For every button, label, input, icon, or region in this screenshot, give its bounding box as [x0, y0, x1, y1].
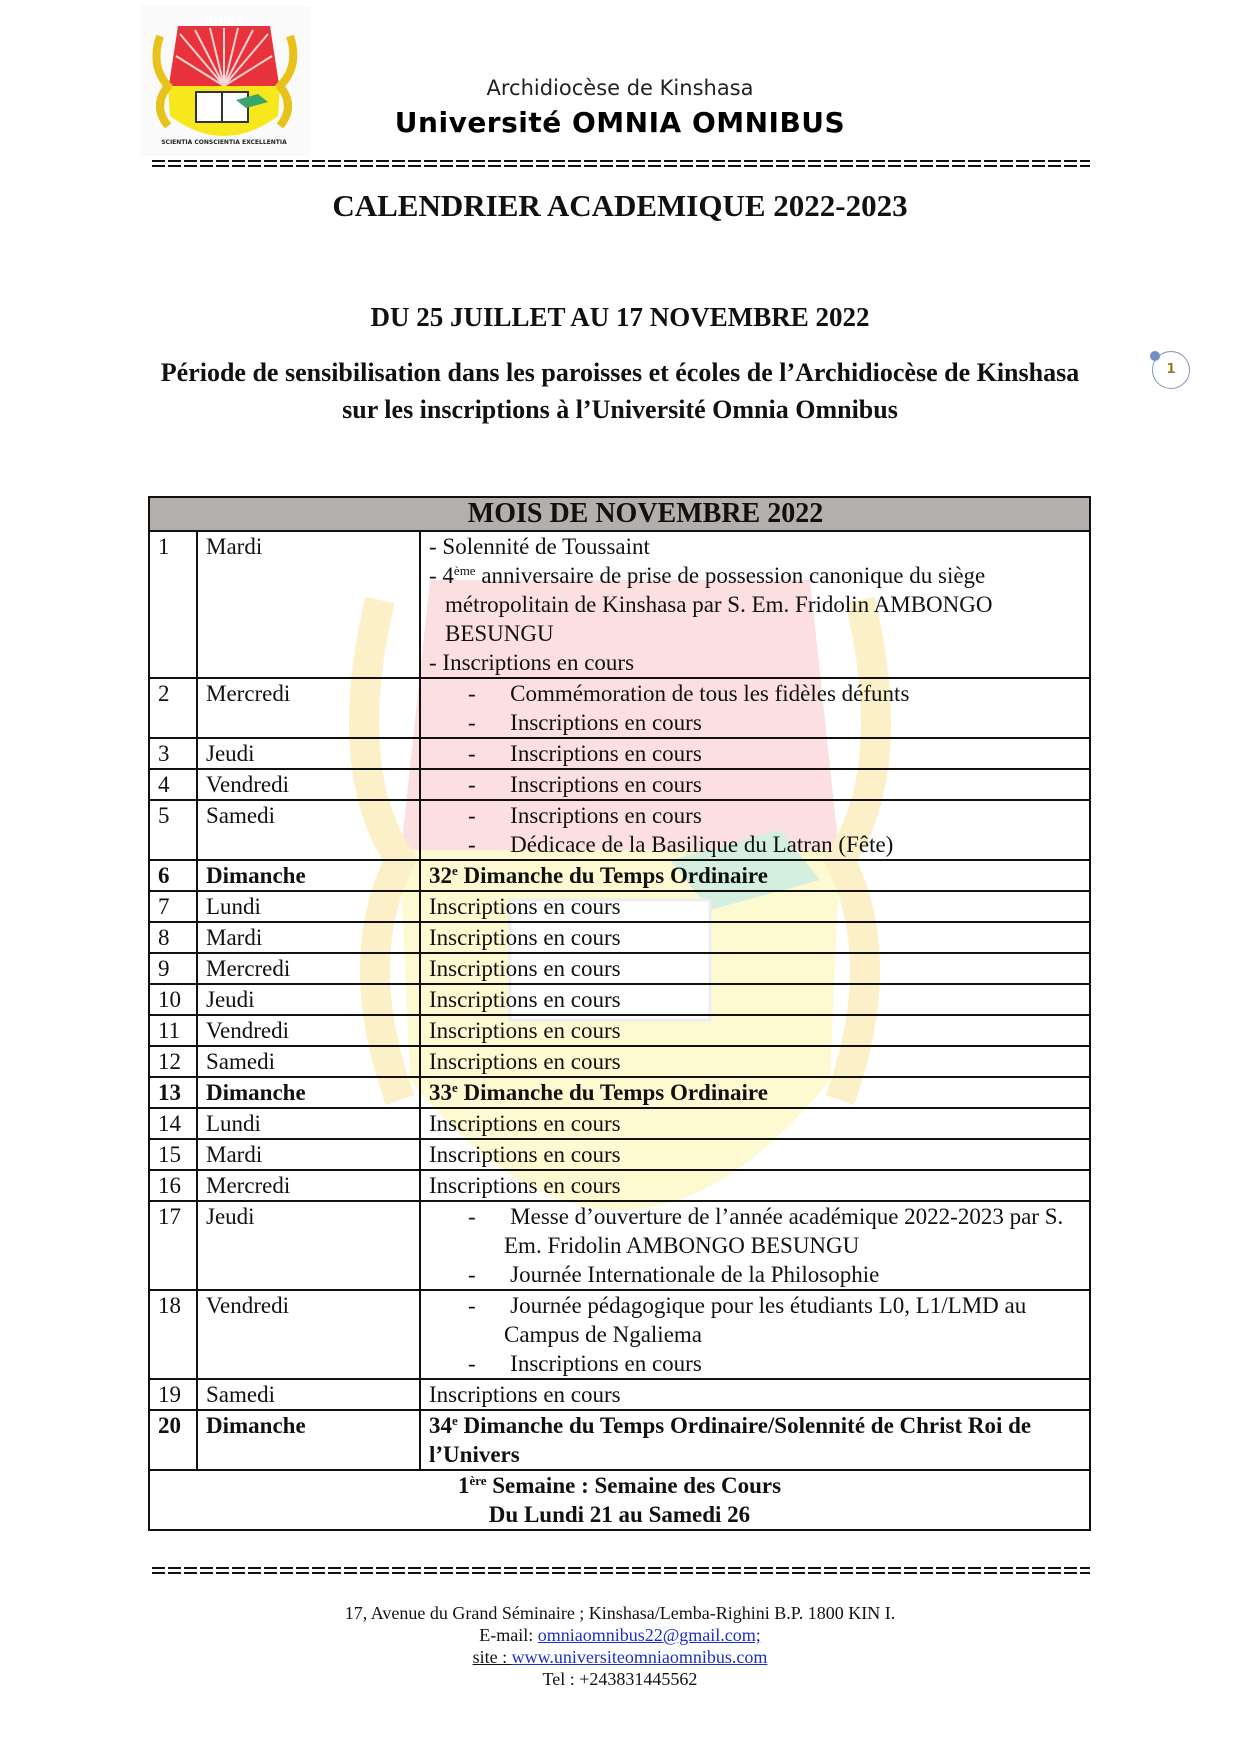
event-item	[429, 532, 1081, 561]
weekday: Mardi	[197, 922, 420, 953]
event-item	[429, 1047, 1081, 1076]
event-ordinal: 34	[429, 1413, 452, 1438]
day-number: 2	[149, 678, 197, 738]
email-link[interactable]: omniaomnibus22@gmail.com;	[537, 1625, 761, 1645]
calendar-table	[148, 496, 1091, 1531]
event-text: Dimanche du Temps Ordinaire	[457, 1080, 768, 1105]
event-item	[429, 561, 1081, 648]
weekday: Mercredi	[197, 678, 420, 738]
weekday: Lundi	[197, 1108, 420, 1139]
table-row	[149, 1379, 1090, 1410]
event-text: - Inscriptions en cours	[468, 741, 702, 766]
day-number: 4	[149, 769, 197, 800]
day-number: 6	[149, 860, 197, 891]
weekday: Mardi	[197, 1139, 420, 1170]
day-number: 15	[149, 1139, 197, 1170]
events-cell	[420, 1379, 1090, 1410]
event-item	[429, 679, 1081, 708]
events-cell	[420, 1290, 1090, 1379]
table-row	[149, 953, 1090, 984]
event-item	[429, 1260, 1081, 1289]
weekday: Samedi	[197, 1379, 420, 1410]
table-row	[149, 860, 1090, 891]
day-number: 3	[149, 738, 197, 769]
event-item	[429, 861, 1081, 890]
page-footer	[0, 1602, 1240, 1690]
events-cell	[420, 984, 1090, 1015]
event-text: Inscriptions en cours	[429, 894, 621, 919]
event-text: Inscriptions en cours	[429, 1173, 621, 1198]
event-text: Inscriptions en cours	[429, 1111, 621, 1136]
table-row	[149, 1139, 1090, 1170]
events-cell	[420, 922, 1090, 953]
weekday: Vendredi	[197, 1290, 420, 1379]
event-text: Inscriptions en cours	[429, 925, 621, 950]
day-number: 5	[149, 800, 197, 860]
archdiocese-label: Archidiocèse de Kinshasa	[486, 76, 754, 100]
event-ordinal-suffix: e	[452, 863, 458, 878]
table-row	[149, 1170, 1090, 1201]
table-row	[149, 531, 1090, 678]
day-number: 8	[149, 922, 197, 953]
site-label: site :	[472, 1647, 512, 1667]
event-item	[429, 830, 1081, 859]
table-row	[149, 984, 1090, 1015]
logo-motto: SCIENTIA CONSCIENTIA EXCELLENTIA	[161, 139, 287, 146]
day-number: 7	[149, 891, 197, 922]
events-cell	[420, 531, 1090, 678]
event-text: - Dédicace de la Basilique du Latran (Fête)	[468, 832, 894, 857]
weekday: Dimanche	[197, 860, 420, 891]
logo-text: OMNIA	[204, 16, 244, 27]
day-number: 9	[149, 953, 197, 984]
page-number-badge[interactable]: 1	[1152, 351, 1190, 389]
event-text: - Inscriptions en cours	[468, 710, 702, 735]
event-text: Inscriptions en cours	[429, 1018, 621, 1043]
footer-address: 17, Avenue du Grand Séminaire ; Kinshasa/Lemba-Righini B.P. 1800 KIN I.	[344, 1603, 896, 1623]
table-row	[149, 922, 1090, 953]
day-number: 14	[149, 1108, 197, 1139]
events-cell	[420, 891, 1090, 922]
event-text: - Solennité de Toussaint	[429, 534, 650, 559]
event-text: Dimanche du Temps Ordinaire	[457, 863, 768, 888]
weekday: Dimanche	[197, 1410, 420, 1470]
event-item	[429, 1171, 1081, 1200]
table-row	[149, 1201, 1090, 1290]
table-row	[149, 769, 1090, 800]
event-item	[429, 923, 1081, 952]
events-cell	[420, 1170, 1090, 1201]
event-ordinal: 33	[429, 1080, 452, 1105]
event-item	[429, 708, 1081, 737]
event-item	[429, 1202, 1081, 1260]
event-ordinal-suffix: e	[452, 1080, 458, 1095]
footer-phone: Tel : +243831445562	[542, 1669, 698, 1689]
event-item	[429, 954, 1081, 983]
weekday: Vendredi	[197, 769, 420, 800]
week-ordinal-suffix: ère	[469, 1473, 487, 1488]
university-name: Université OMNIA OMNIBUS	[394, 106, 846, 139]
table-row	[149, 1015, 1090, 1046]
events-cell	[420, 1046, 1090, 1077]
table-row	[149, 738, 1090, 769]
event-text: Dimanche du Temps Ordinaire/Solennité de Christ Roi de l’Univers	[429, 1413, 1032, 1467]
events-cell	[420, 1201, 1090, 1290]
day-number: 10	[149, 984, 197, 1015]
events-cell	[420, 1410, 1090, 1470]
weekday: Mercredi	[197, 953, 420, 984]
events-cell	[420, 738, 1090, 769]
event-ordinal-suffix: ème	[453, 563, 476, 578]
weekday: Jeudi	[197, 1201, 420, 1290]
event-item	[429, 985, 1081, 1014]
event-item	[429, 1140, 1081, 1169]
events-cell	[420, 953, 1090, 984]
events-cell	[420, 860, 1090, 891]
event-item	[429, 1291, 1081, 1349]
weekday: Samedi	[197, 1046, 420, 1077]
event-item	[429, 1349, 1081, 1378]
table-row	[149, 891, 1090, 922]
event-ordinal: - 4	[429, 563, 454, 588]
event-text: - Messe d’ouverture de l’année académique 2022-2023 par S. Em. Fridolin AMBONGO BESUNGU	[468, 1204, 1064, 1258]
events-cell	[420, 800, 1090, 860]
event-text: anniversaire de prise de possession canonique du siège métropolitain de Kinshasa par S. Em. Fridolin AMBONGO BESUNGU	[445, 563, 993, 646]
table-row	[149, 1046, 1090, 1077]
day-number: 12	[149, 1046, 197, 1077]
table-heading: MOIS DE NOVEMBRE 2022	[149, 497, 1090, 531]
header-separator	[152, 158, 1090, 170]
event-item	[429, 648, 1081, 677]
event-item	[429, 1078, 1081, 1107]
event-text: - Inscriptions en cours	[468, 772, 702, 797]
event-ordinal-suffix: e	[452, 1413, 458, 1428]
events-cell	[420, 1015, 1090, 1046]
event-text: - Inscriptions en cours	[429, 650, 635, 675]
table-row	[149, 678, 1090, 738]
event-item	[429, 1016, 1081, 1045]
week-label: Semaine : Semaine des Cours	[486, 1473, 782, 1498]
event-text: - Journée Internationale de la Philosophie	[468, 1262, 880, 1287]
events-cell	[420, 678, 1090, 738]
event-text: Inscriptions en cours	[429, 1049, 621, 1074]
events-cell	[420, 1108, 1090, 1139]
events-cell	[420, 1077, 1090, 1108]
email-label: E-mail:	[479, 1625, 538, 1645]
table-row	[149, 800, 1090, 860]
event-item	[429, 770, 1081, 799]
event-text: Inscriptions en cours	[429, 1142, 621, 1167]
event-text: - Inscriptions en cours	[468, 803, 702, 828]
event-item	[429, 1380, 1081, 1409]
table-row	[149, 1410, 1090, 1470]
events-cell	[420, 769, 1090, 800]
weekday: Mercredi	[197, 1170, 420, 1201]
day-number: 17	[149, 1201, 197, 1290]
badge-dot-icon	[1150, 351, 1160, 361]
event-item	[429, 739, 1081, 768]
weekday: Samedi	[197, 800, 420, 860]
event-item	[429, 1411, 1081, 1469]
period-heading: DU 25 JUILLET AU 17 NOVEMBRE 2022	[370, 302, 870, 332]
period-description: Période de sensibilisation dans les paroisses et écoles de l’Archidiocèse de Kinshasa sur les inscriptions à l’Université Omnia Omnibus	[160, 358, 1080, 424]
event-text: - Commémoration de tous les fidèles défunts	[468, 681, 910, 706]
site-link[interactable]: www.universiteomniaomnibus.com	[511, 1647, 768, 1667]
weekday: Jeudi	[197, 984, 420, 1015]
table-row	[149, 1108, 1090, 1139]
page-title: CALENDRIER ACADEMIQUE 2022-2023	[332, 188, 908, 223]
table-row	[149, 1077, 1090, 1108]
event-item	[429, 1109, 1081, 1138]
weekday: Vendredi	[197, 1015, 420, 1046]
day-number: 13	[149, 1077, 197, 1108]
day-number: 20	[149, 1410, 197, 1470]
event-text: - Journée pédagogique pour les étudiants L0, L1/LMD au Campus de Ngaliema	[468, 1293, 1027, 1347]
day-number: 16	[149, 1170, 197, 1201]
event-ordinal: 32	[429, 863, 452, 888]
event-text: Inscriptions en cours	[429, 956, 621, 981]
weekday: Jeudi	[197, 738, 420, 769]
weekday: Dimanche	[197, 1077, 420, 1108]
week-ordinal: 1	[457, 1473, 470, 1498]
day-number: 11	[149, 1015, 197, 1046]
weekday: Lundi	[197, 891, 420, 922]
day-number: 1	[149, 531, 197, 678]
event-text: - Inscriptions en cours	[468, 1351, 702, 1376]
week-dates: Du Lundi 21 au Samedi 26	[488, 1502, 751, 1527]
week-summary	[149, 1470, 1090, 1530]
event-text: Inscriptions en cours	[429, 987, 621, 1012]
event-text: Inscriptions en cours	[429, 1382, 621, 1407]
event-item	[429, 892, 1081, 921]
event-item	[429, 801, 1081, 830]
weekday: Mardi	[197, 531, 420, 678]
day-number: 18	[149, 1290, 197, 1379]
table-row	[149, 1290, 1090, 1379]
footer-separator	[152, 1565, 1090, 1577]
events-cell	[420, 1139, 1090, 1170]
day-number: 19	[149, 1379, 197, 1410]
